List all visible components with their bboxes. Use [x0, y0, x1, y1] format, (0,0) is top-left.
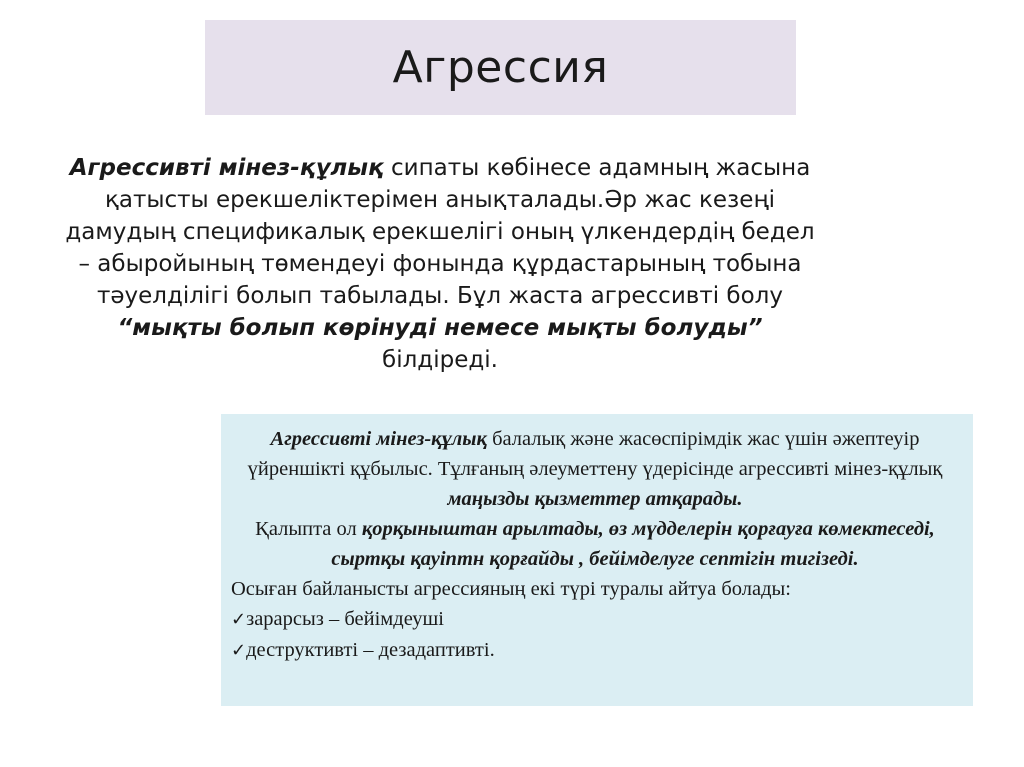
main-paragraph-lead: Агрессивті мінез-құлық — [69, 155, 384, 181]
main-paragraph — [60, 152, 820, 376]
info-box — [221, 414, 973, 706]
info-box-bold-2: қорқыныштан арылтады, өз мүдделерін қорғауға көмектеседі, сыртқы қауіптн қорғайды , бейімделуге септігін тигізеді. — [331, 518, 935, 570]
list-item-text: деструктивті – дезадаптивті. — [246, 639, 495, 661]
info-box-text-2: Қалыпта ол — [255, 518, 362, 540]
slide-title: Агрессия — [392, 42, 609, 93]
checkmark-icon: ✓ — [231, 609, 247, 630]
list-item — [231, 635, 959, 666]
main-paragraph-text: сипаты көбінесе адамның жасына қатысты ерекшеліктерімен анықталады.Әр жас кезеңі дамудың спецификалық ерекшелігі оның үлкендердің бедел – абыройының төмендеуі фонында құрдастарының тобына тәуелділігі болып табылады. Бұл жаста агрессивті болу — [65, 155, 815, 309]
info-box-paragraph-1 — [231, 424, 959, 514]
info-box-bold-1: маңызды қызметтер атқарады. — [447, 488, 743, 510]
info-box-paragraph-2 — [231, 514, 959, 574]
list-item — [231, 604, 959, 635]
checkmark-icon: ✓ — [231, 640, 247, 661]
main-paragraph-quote: “мықты болып көрінуді немесе мықты болуды” — [117, 315, 763, 341]
main-paragraph-end: білдіреді. — [382, 347, 498, 373]
info-box-intro: Осыған байланысты агрессияның екі түрі туралы айтуа болады: — [231, 578, 791, 600]
info-box-text-1: балалық және жасөспірімдік жас үшін әжептеуір үйреншікті құбылыс. Тұлғаның әлеуметтену үдерісінде агрессивті мінез-құлық — [247, 428, 943, 480]
list-item-text: зарарсыз – бейімдеуші — [246, 608, 445, 630]
info-box-lead: Агрессивті мінез-құлық — [270, 428, 487, 450]
title-box — [205, 20, 796, 115]
